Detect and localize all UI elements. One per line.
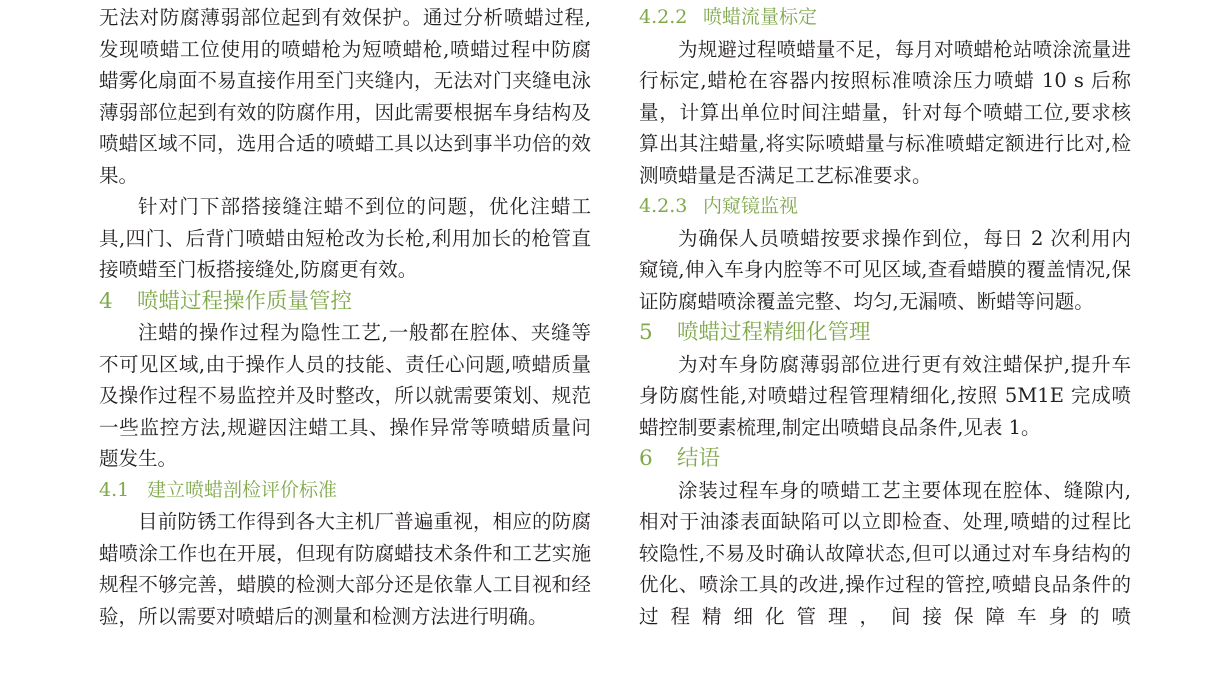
paragraph: 为确保人员喷蜡按要求操作到位，每日 2 次利用内窥镜,伸入车身内腔等不可见区域,查看蜡膜的覆盖情况,保证防腐蜡喷涂覆盖完整、均匀,无漏喷、断蜡等问题。 <box>639 226 1131 313</box>
section-title: 内窥镜监视 <box>703 195 799 217</box>
section-number: 6 <box>639 446 653 471</box>
section-heading-6 <box>639 443 1131 475</box>
paragraph: 为规避过程喷蜡量不足，每月对喷蜡枪站喷涂流量进行标定,蜡枪在容器内按照标准喷涂压力喷蜡 10 s 后称量，计算出单位时间注蜡量，针对每个喷蜡工位,要求核算出其注蜡量,将实际喷蜡量与标准喷蜡定额进行比对,检测喷蜡量是否满足工艺标准要求。 <box>639 37 1131 187</box>
section-title: 喷蜡过程精细化管理 <box>677 320 871 345</box>
section-number: 4 <box>99 288 113 314</box>
section-number: 4.2.2 <box>639 6 688 28</box>
section-heading-4-1 <box>99 475 591 507</box>
section-title: 结语 <box>677 446 721 471</box>
paragraph: 无法对防腐薄弱部位起到有效保护。通过分析喷蜡过程,发现喷蜡工位使用的喷蜡枪为短喷蜡枪,喷蜡过程中防腐蜡雾化扇面不易直接作用至门夹缝内，无法对门夹缝电泳薄弱部位起到有效的防腐作用，因此需要根据车身结构及喷蜡区域不同，选用合适的喷蜡工具以达到事半功倍的效果。 <box>99 6 591 187</box>
section-heading-5 <box>639 317 1131 349</box>
right-column <box>639 2 1131 632</box>
section-title: 喷蜡过程操作质量管控 <box>137 288 353 314</box>
section-title: 建立喷蜡剖检评价标准 <box>147 478 338 501</box>
paragraph: 涂装过程车身的喷蜡工艺主要体现在腔体、缝隙内,相对于油漆表面缺陷可以立即检查、处理,喷蜡的过程比较隐性,不易及时确认故障状态,但可以通过对车身结构的优化、喷涂工具的改进,操作过程的管控,喷蜡良品条件的过程精细化管理，间接保障车身的喷 <box>639 478 1131 628</box>
paragraph: 针对门下部搭接缝注蜡不到位的问题，优化注蜡工具,四门、后背门喷蜡由短枪改为长枪,利用加长的枪管直接喷蜡至门板搭接缝处,防腐更有效。 <box>99 195 591 281</box>
paragraph: 注蜡的操作过程为隐性工艺,一般都在腔体、夹缝等不可见区域,由于操作人员的技能、责任心问题,喷蜡质量及操作过程不易监控并及时整改，所以就需要策划、规范一些监控方法,规避因注蜡工具、操作异常等喷蜡质量问题发生。 <box>99 321 591 470</box>
section-heading-4-2-2 <box>639 2 1131 34</box>
paragraph: 为对车身防腐薄弱部位进行更有效注蜡保护,提升车身防腐性能,对喷蜡过程管理精细化,按照 5M1E 完成喷蜡控制要素梳理,制定出喷蜡良品条件,见表 1。 <box>639 352 1131 439</box>
section-number: 4.2.3 <box>639 195 688 217</box>
section-number: 5 <box>639 320 653 345</box>
section-title: 喷蜡流量标定 <box>703 6 818 28</box>
section-heading-4 <box>99 286 591 318</box>
left-column <box>99 2 591 632</box>
section-number: 4.1 <box>99 478 130 501</box>
section-heading-4-2-3 <box>639 191 1131 223</box>
paragraph: 目前防锈工作得到各大主机厂普遍重视，相应的防腐蜡喷涂工作也在开展，但现有防腐蜡技术条件和工艺实施规程不够完善，蜡膜的检测大部分还是依靠人工目视和经验，所以需要对喷蜡后的测量和检测方法进行明确。 <box>99 510 591 628</box>
